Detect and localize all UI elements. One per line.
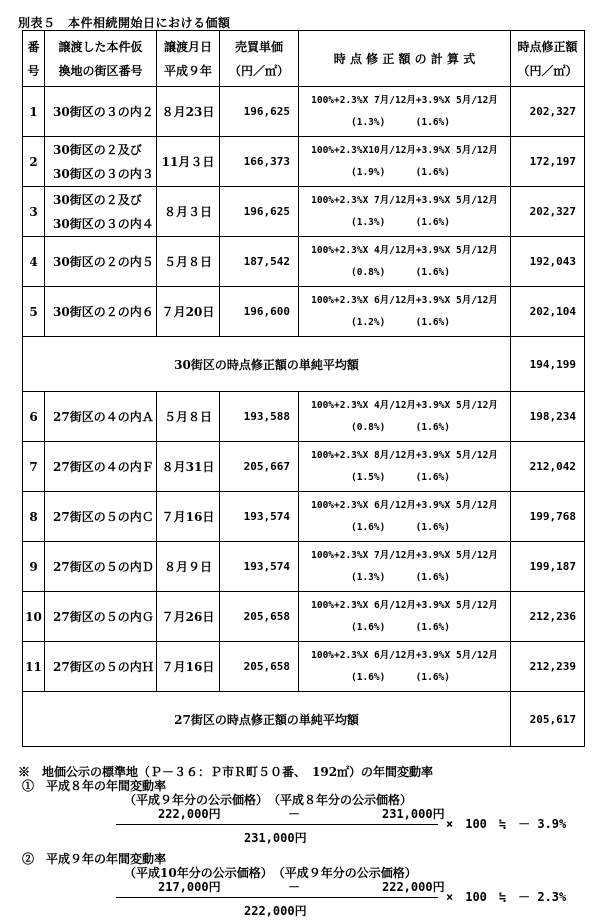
- note-item2-num-labels: （平成10年分の公示価格） （平成９年分の公示価格）: [124, 866, 417, 880]
- note-item1-title: ① 平成８年の年間変動率: [22, 779, 167, 793]
- header-row: [23, 31, 585, 87]
- parcel-cell: 27街区の５の内Ｄ: [45, 542, 157, 592]
- formula-expression: 100%+2.3%X 7月/12月+3.9%X 5月/12月: [311, 549, 498, 561]
- formula-rate-1997: (1.9%): [351, 166, 386, 178]
- row-number: 4: [23, 237, 45, 287]
- formula-cell: [299, 137, 511, 187]
- sale-unit-price: 205,658: [220, 642, 299, 692]
- group-30-rows: [23, 87, 585, 337]
- formula-expression: 100%+2.3%X 6月/12月+3.9%X 5月/12月: [311, 599, 498, 611]
- sale-unit-price: 193,574: [220, 542, 299, 592]
- table-row: [23, 87, 585, 137]
- adjusted-price: 192,043: [511, 237, 585, 287]
- adjusted-price: 199,768: [511, 492, 585, 542]
- row-number: 11: [23, 642, 45, 692]
- header-parcel: 譲渡した本件仮 換地の街区番号: [45, 31, 157, 87]
- group-27-rows: [23, 392, 585, 692]
- transfer-date: ７月16日: [157, 642, 220, 692]
- adjusted-price: 198,234: [511, 392, 585, 442]
- formula-rate-1997: (0.8%): [351, 266, 386, 278]
- adjusted-price: 202,327: [511, 87, 585, 137]
- formula-expression: 100%+2.3%X 6月/12月+3.9%X 5月/12月: [311, 649, 498, 661]
- table-row: [23, 392, 585, 442]
- row-number: 3: [23, 187, 45, 237]
- transfer-date: ８月９日: [157, 542, 220, 592]
- adjusted-price: 199,187: [511, 542, 585, 592]
- transfer-date: ８月３日: [157, 187, 220, 237]
- table-row: [23, 542, 585, 592]
- formula-expression: 100%+2.3%X 6月/12月+3.9%X 5月/12月: [311, 294, 498, 306]
- note-item1-num-b: 231,000円: [382, 807, 445, 821]
- formula-rate-1997: (1.2%): [351, 316, 386, 328]
- formula-rate-1997: (1.3%): [351, 216, 386, 228]
- note-item2-den: 222,000円: [244, 904, 307, 918]
- transfer-date: ８月31日: [157, 442, 220, 492]
- header-formula: 時 点 修 正 額 の 計 算 式: [299, 31, 511, 87]
- formula-rate-1998: (1.6%): [415, 216, 450, 228]
- average-row-30: [23, 337, 585, 392]
- note-item1-num-labels: （平成９年分の公示価格） （平成８年分の公示価格）: [124, 793, 413, 807]
- formula-rate-1997: (1.3%): [351, 571, 386, 583]
- note-item2-num-b: 222,000円: [382, 880, 445, 894]
- parcel-cell: 27街区の５の内Ｈ: [45, 642, 157, 692]
- formula-cell: [299, 542, 511, 592]
- formula-cell: [299, 392, 511, 442]
- transfer-date: ５月８日: [157, 237, 220, 287]
- row-number: 2: [23, 137, 45, 187]
- formula-expression: 100%+2.3%X10月/12月+3.9%X 5月/12月: [311, 144, 498, 156]
- parcel-cell: 27街区の４の内Ｆ: [45, 442, 157, 492]
- formula-rate-1998: (1.6%): [415, 116, 450, 128]
- note-item1-result: × 100 ≒ － 3.9%: [446, 817, 567, 831]
- formula-cell: [299, 237, 511, 287]
- transfer-date: ７月16日: [157, 492, 220, 542]
- adjusted-price: 212,042: [511, 442, 585, 492]
- sale-unit-price: 205,667: [220, 442, 299, 492]
- parcel-cell: 30街区の２の内５: [45, 237, 157, 287]
- sale-unit-price: 193,588: [220, 392, 299, 442]
- table-row: [23, 492, 585, 542]
- table-caption: 別表５ 本件相続開始日における価額: [18, 16, 231, 30]
- transfer-date: ５月８日: [157, 392, 220, 442]
- formula-rate-1998: (1.6%): [415, 521, 450, 533]
- parcel-cell: 27街区の５の内Ｃ: [45, 492, 157, 542]
- row-number: 1: [23, 87, 45, 137]
- sale-unit-price: 187,542: [220, 237, 299, 287]
- formula-rate-1997: (1.6%): [351, 621, 386, 633]
- table-row: [23, 592, 585, 642]
- formula-expression: 100%+2.3%X 8月/12月+3.9%X 5月/12月: [311, 449, 498, 461]
- formula-rate-1997: (1.6%): [351, 521, 386, 533]
- formula-cell: [299, 287, 511, 337]
- table-row: [23, 187, 585, 237]
- sale-unit-price: 196,625: [220, 87, 299, 137]
- sale-unit-price: 196,625: [220, 187, 299, 237]
- header-date: 譲渡月日 平成９年: [157, 31, 220, 87]
- note-item1-minus: －: [288, 807, 301, 821]
- header-no: 番 号: [23, 31, 45, 87]
- table-row: [23, 137, 585, 187]
- adjusted-price: 212,239: [511, 642, 585, 692]
- formula-rate-1998: (1.6%): [415, 316, 450, 328]
- formula-expression: 100%+2.3%X 7月/12月+3.9%X 5月/12月: [311, 94, 498, 106]
- header-price: 売買単価 （円／㎡）: [220, 31, 299, 87]
- sale-unit-price: 196,600: [220, 287, 299, 337]
- note-item1-fraction-bar: [116, 824, 438, 825]
- parcel-cell: 30街区の３の内２: [45, 87, 157, 137]
- note-item2-minus: －: [288, 880, 301, 894]
- formula-rate-1998: (1.6%): [415, 421, 450, 433]
- adjusted-price: 172,197: [511, 137, 585, 187]
- formula-expression: 100%+2.3%X 6月/12月+3.9%X 5月/12月: [311, 499, 498, 511]
- formula-expression: 100%+2.3%X 4月/12月+3.9%X 5月/12月: [311, 399, 498, 411]
- average-label-27: 27街区の時点修正額の単純平均額: [23, 692, 511, 747]
- note-item2-num-a: 217,000円: [158, 880, 221, 894]
- table-row: [23, 237, 585, 287]
- note-item1-num-a: 222,000円: [158, 807, 221, 821]
- formula-rate-1997: (1.6%): [351, 671, 386, 683]
- parcel-cell: 30街区の２及び 30街区の３の内３: [45, 137, 157, 187]
- row-number: 6: [23, 392, 45, 442]
- row-number: 10: [23, 592, 45, 642]
- average-label-30: 30街区の時点修正額の単純平均額: [23, 337, 511, 392]
- table-row: [23, 642, 585, 692]
- note-item1-den: 231,000円: [244, 831, 307, 845]
- formula-rate-1998: (1.6%): [415, 571, 450, 583]
- row-number: 5: [23, 287, 45, 337]
- parcel-cell: 30街区の２の内６: [45, 287, 157, 337]
- formula-cell: [299, 642, 511, 692]
- formula-rate-1997: (1.3%): [351, 116, 386, 128]
- average-row-27: [23, 692, 585, 747]
- row-number: 8: [23, 492, 45, 542]
- formula-rate-1998: (1.6%): [415, 471, 450, 483]
- header-adjusted: 時点修正額 （円／㎡）: [511, 31, 585, 87]
- formula-expression: 100%+2.3%X 7月/12月+3.9%X 5月/12月: [311, 194, 498, 206]
- transfer-date: ８月23日: [157, 87, 220, 137]
- note-asterisk: ※ 地価公示の標準地（Ｐ－３６：Ｐ市Ｒ町５０番、 192㎡）の年間変動率: [18, 765, 434, 779]
- formula-rate-1997: (1.5%): [351, 471, 386, 483]
- adjusted-price: 212,236: [511, 592, 585, 642]
- transfer-date: ７月20日: [157, 287, 220, 337]
- average-value-27: 205,617: [511, 692, 585, 747]
- formula-rate-1998: (1.6%): [415, 671, 450, 683]
- formula-cell: [299, 592, 511, 642]
- adjusted-price: 202,327: [511, 187, 585, 237]
- note-item2-title: ② 平成９年の年間変動率: [22, 852, 167, 866]
- average-value-30: 194,199: [511, 337, 585, 392]
- table-row: [23, 287, 585, 337]
- row-number: 9: [23, 542, 45, 592]
- row-number: 7: [23, 442, 45, 492]
- valuation-table: [22, 30, 585, 747]
- parcel-cell: 27街区の５の内Ｇ: [45, 592, 157, 642]
- transfer-date: 11月３日: [157, 137, 220, 187]
- parcel-cell: 30街区の２及び 30街区の３の内４: [45, 187, 157, 237]
- note-item2-fraction-bar: [116, 897, 438, 898]
- adjusted-price: 202,104: [511, 287, 585, 337]
- formula-cell: [299, 442, 511, 492]
- parcel-cell: 27街区の４の内Ａ: [45, 392, 157, 442]
- note-item2-result: × 100 ≒ － 2.3%: [446, 890, 567, 904]
- formula-rate-1998: (1.6%): [415, 266, 450, 278]
- transfer-date: ７月26日: [157, 592, 220, 642]
- sale-unit-price: 193,574: [220, 492, 299, 542]
- formula-expression: 100%+2.3%X 4月/12月+3.9%X 5月/12月: [311, 244, 498, 256]
- formula-cell: [299, 492, 511, 542]
- table-row: [23, 442, 585, 492]
- sale-unit-price: 166,373: [220, 137, 299, 187]
- formula-rate-1998: (1.6%): [415, 621, 450, 633]
- sale-unit-price: 205,658: [220, 592, 299, 642]
- formula-rate-1998: (1.6%): [415, 166, 450, 178]
- formula-rate-1997: (0.8%): [351, 421, 386, 433]
- formula-cell: [299, 187, 511, 237]
- formula-cell: [299, 87, 511, 137]
